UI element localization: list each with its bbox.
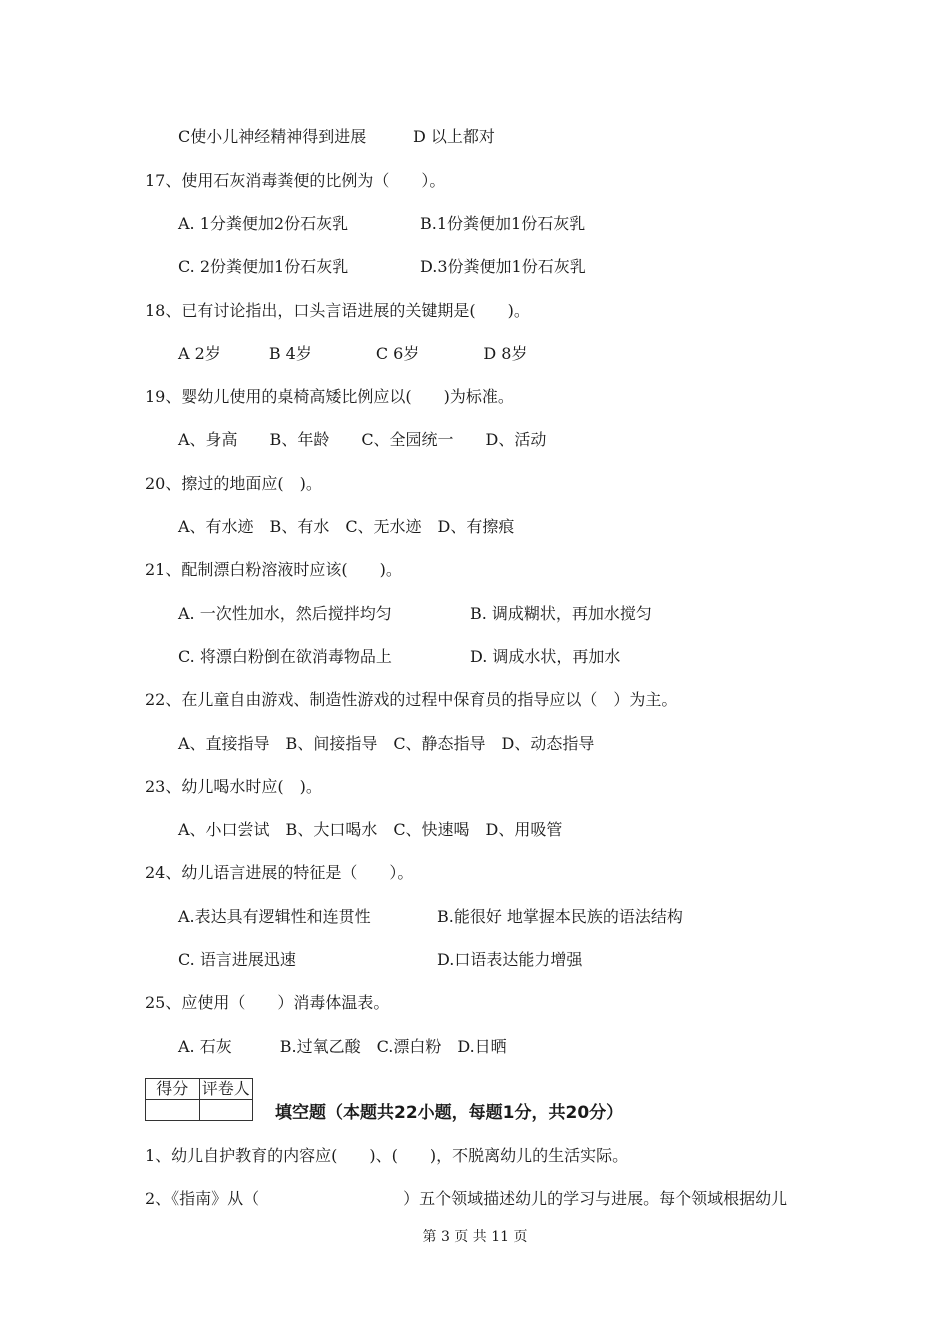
question-20: 20、擦过的地面应( )。 — [145, 474, 322, 493]
question-17: 17、使用石灰消毒粪便的比例为（ ）。 — [145, 171, 446, 190]
question-18: 18、已有讨论指出，口头言语进展的关键期是( )。 — [145, 301, 530, 320]
option-line: B. 调成糊状，再加水搅匀 — [470, 604, 652, 623]
question-23: 23、幼儿喝水时应( )。 — [145, 777, 322, 796]
question-19: 19、婴幼儿使用的桌椅高矮比例应以( )为标准。 — [145, 387, 514, 406]
option-line: B.1份粪便加1份石灰乳 — [420, 214, 586, 233]
option-line: D 以上都对 — [413, 127, 495, 146]
option-line: A、直接指导 B、间接指导 C、静态指导 D、动态指导 — [178, 734, 595, 753]
option-line: D.口语表达能力增强 — [437, 950, 583, 969]
grader-cell — [199, 1100, 253, 1121]
fill-question-1: 1、幼儿自护教育的内容应( )、( )，不脱离幼儿的生活实际。 — [145, 1146, 629, 1165]
section-title: 填空题（本题共22小题，每题1分，共20分） — [275, 1103, 624, 1123]
option-line: A、小口尝试 B、大口喝水 C、快速喝 D、用吸管 — [178, 820, 563, 839]
option-line: A、有水迹 B、有水 C、无水迹 D、有擦痕 — [178, 517, 515, 536]
option-line: A.表达具有逻辑性和连贯性 — [178, 907, 371, 926]
question-21: 21、配制漂白粉溶液时应该( )。 — [145, 560, 402, 579]
option-line: A、身高 B、年龄 C、全园统一 D、活动 — [178, 430, 547, 449]
grader-label: 评卷人 — [199, 1079, 253, 1100]
score-box — [145, 1078, 253, 1121]
option-line: A. 一次性加水，然后搅拌均匀 — [178, 604, 392, 623]
score-label: 得分 — [146, 1079, 200, 1100]
option-line: D.3份粪便加1份石灰乳 — [420, 257, 586, 276]
question-24: 24、幼儿语言进展的特征是（ ）。 — [145, 863, 414, 882]
question-22: 22、在儿童自由游戏、制造性游戏的过程中保育员的指导应以（ ）为主。 — [145, 690, 678, 709]
page-footer: 第 3 页 共 11 页 — [422, 1229, 528, 1245]
option-line: C. 将漂白粉倒在欲消毒物品上 — [178, 647, 392, 666]
option-line: A. 石灰 B.过氧乙酸 C.漂白粉 D.日晒 — [178, 1037, 507, 1056]
question-25: 25、应使用（ ）消毒体温表。 — [145, 993, 390, 1012]
score-cell — [146, 1100, 200, 1121]
option-line: C使小儿神经精神得到进展 — [178, 127, 367, 146]
option-line: C. 2份粪便加1份石灰乳 — [178, 257, 349, 276]
option-line: D. 调成水状，再加水 — [470, 647, 621, 666]
option-line: A. 1分粪便加2份石灰乳 — [178, 214, 349, 233]
option-line: B.能很好 地掌握本民族的语法结构 — [437, 907, 683, 926]
fill-question-2: 2、《指南》从（ ）五个领域描述幼儿的学习与进展。每个领域根据幼儿 — [145, 1189, 788, 1208]
option-line: C. 语言进展迅速 — [178, 950, 296, 969]
option-line: A 2岁 B 4岁 C 6岁 D 8岁 — [178, 344, 528, 363]
